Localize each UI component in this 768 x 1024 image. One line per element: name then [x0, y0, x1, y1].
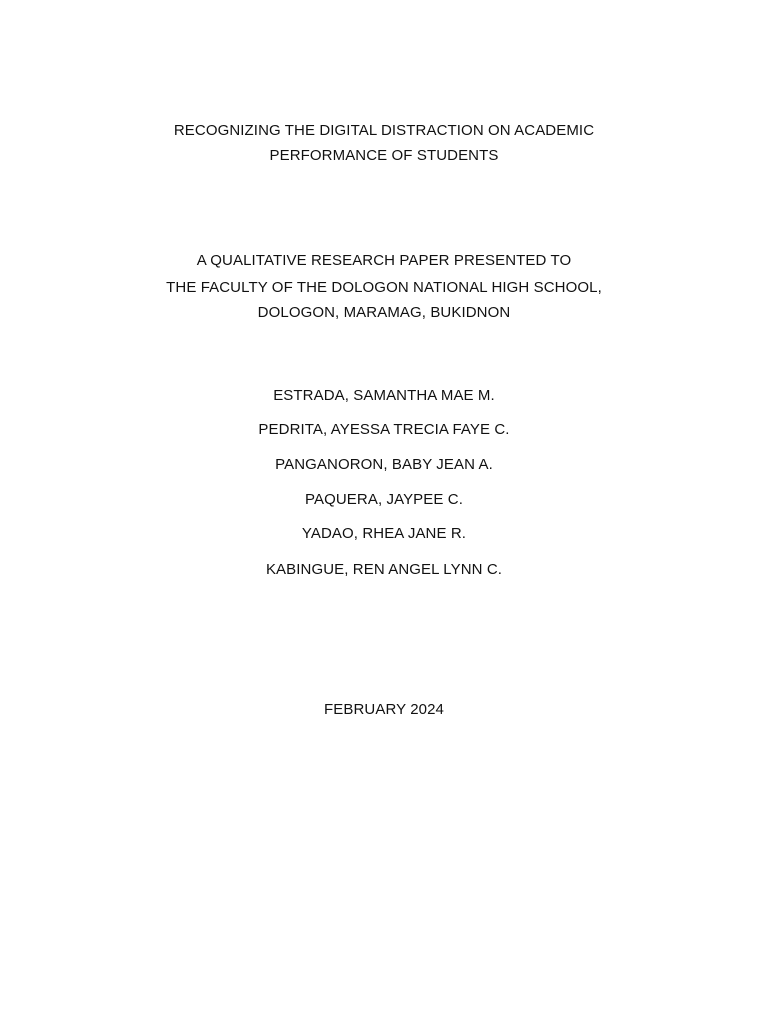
author-name: PEDRITA, AYESSA TRECIA FAYE C.: [258, 421, 510, 438]
author-name: KABINGUE, REN ANGEL LYNN C.: [265, 561, 503, 578]
presentation-line-1: A QUALITATIVE RESEARCH PAPER PRESENTED TO: [196, 252, 572, 269]
presentation-line-3: DOLOGON, MARAMAG, BUKIDNON: [257, 304, 511, 321]
presentation-line-2: THE FACULTY OF THE DOLOGON NATIONAL HIGH SCHOOL,: [166, 279, 602, 296]
author-name: PAQUERA, JAYPEE C.: [305, 491, 463, 508]
date: FEBRUARY 2024: [324, 701, 444, 718]
author-name: ESTRADA, SAMANTHA MAE M.: [273, 387, 495, 404]
title-line-2: PERFORMANCE OF STUDENTS: [269, 147, 499, 164]
title-line-1: RECOGNIZING THE DIGITAL DISTRACTION ON ACADEMIC: [173, 122, 595, 139]
author-name: PANGANORON, BABY JEAN A.: [275, 456, 493, 473]
author-name: YADAO, RHEA JANE R.: [301, 525, 467, 542]
